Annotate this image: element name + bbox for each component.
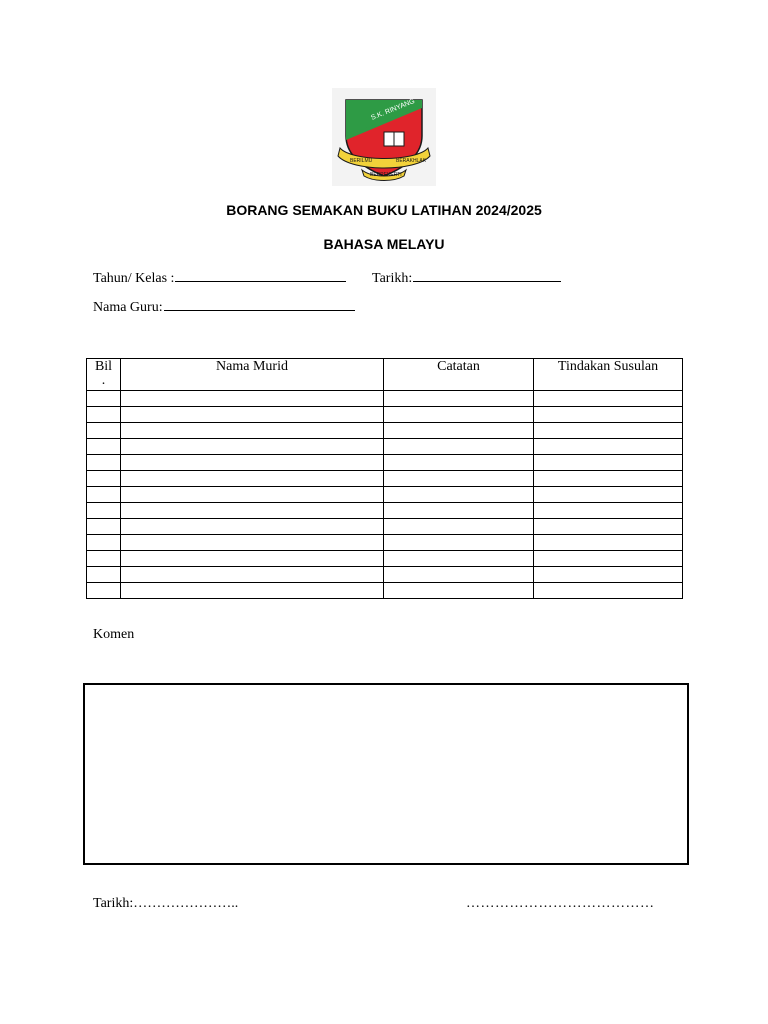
- table-row: [87, 471, 683, 487]
- nama-murid-cell[interactable]: [121, 567, 384, 583]
- table-row: [87, 391, 683, 407]
- bil-cell[interactable]: [87, 535, 121, 551]
- footer-tarikh: Tarikh:…………………..: [93, 896, 239, 911]
- tindakan-susulan-cell[interactable]: [534, 487, 683, 503]
- tindakan-susulan-cell[interactable]: [534, 439, 683, 455]
- bil-cell[interactable]: [87, 391, 121, 407]
- catatan-cell[interactable]: [384, 391, 534, 407]
- tarikh-field[interactable]: [372, 269, 561, 287]
- tindakan-susulan-cell[interactable]: [534, 503, 683, 519]
- bil-cell[interactable]: [87, 487, 121, 503]
- tindakan-susulan-cell[interactable]: [534, 535, 683, 551]
- nama-murid-cell[interactable]: [121, 455, 384, 471]
- bil-cell[interactable]: [87, 423, 121, 439]
- nama-murid-cell[interactable]: [121, 439, 384, 455]
- subject-title: BAHASA MELAYU: [323, 236, 445, 252]
- bil-cell[interactable]: [87, 471, 121, 487]
- table-row: [87, 423, 683, 439]
- header-nama-murid: Nama Murid: [121, 359, 384, 391]
- tindakan-susulan-cell[interactable]: [534, 391, 683, 407]
- catatan-cell[interactable]: [384, 471, 534, 487]
- tahun-kelas-blank[interactable]: [175, 269, 346, 282]
- catatan-cell[interactable]: [384, 519, 534, 535]
- tarikh-blank[interactable]: [413, 269, 561, 282]
- tindakan-susulan-cell[interactable]: [534, 519, 683, 535]
- tindakan-susulan-cell[interactable]: [534, 455, 683, 471]
- table-row: [87, 551, 683, 567]
- nama-murid-cell[interactable]: [121, 487, 384, 503]
- bil-cell[interactable]: [87, 407, 121, 423]
- nama-murid-cell[interactable]: [121, 503, 384, 519]
- bil-cell[interactable]: [87, 551, 121, 567]
- table-header-row: [87, 359, 683, 391]
- tindakan-susulan-cell[interactable]: [534, 407, 683, 423]
- student-table: [86, 358, 683, 599]
- logo-motto-right: BERAKHLAK: [396, 158, 427, 164]
- nama-guru-blank[interactable]: [164, 298, 355, 311]
- komen-label: Komen: [93, 627, 135, 642]
- form-title: BORANG SEMAKAN BUKU LATIHAN 2024/2025: [226, 202, 542, 218]
- catatan-cell[interactable]: [384, 551, 534, 567]
- catatan-cell[interactable]: [384, 439, 534, 455]
- nama-guru-label: Nama Guru:: [93, 300, 163, 315]
- catatan-cell[interactable]: [384, 487, 534, 503]
- header-catatan: Catatan: [384, 359, 534, 391]
- logo-school-name: S.K. RINYANG: [370, 97, 416, 122]
- nama-murid-cell[interactable]: [121, 551, 384, 567]
- bil-cell[interactable]: [87, 503, 121, 519]
- nama-murid-cell[interactable]: [121, 535, 384, 551]
- nama-murid-cell[interactable]: [121, 519, 384, 535]
- nama-murid-cell[interactable]: [121, 423, 384, 439]
- nama-murid-cell[interactable]: [121, 407, 384, 423]
- table-body: [87, 391, 683, 599]
- tarikh-label: Tarikh:: [372, 271, 413, 286]
- signature-line: …………………………………: [466, 896, 655, 911]
- tindakan-susulan-cell[interactable]: [534, 583, 683, 599]
- tahun-kelas-label: Tahun/ Kelas :: [93, 271, 175, 286]
- table-row: [87, 407, 683, 423]
- header-tindakan-susulan: Tindakan Susulan: [534, 359, 683, 391]
- table-row: [87, 567, 683, 583]
- tindakan-susulan-cell[interactable]: [534, 551, 683, 567]
- table-row: [87, 535, 683, 551]
- table-row: [87, 583, 683, 599]
- tindakan-susulan-cell[interactable]: [534, 567, 683, 583]
- tindakan-susulan-cell[interactable]: [534, 423, 683, 439]
- catatan-cell[interactable]: [384, 535, 534, 551]
- nama-murid-cell[interactable]: [121, 471, 384, 487]
- catatan-cell[interactable]: [384, 407, 534, 423]
- bil-cell[interactable]: [87, 583, 121, 599]
- school-logo: [332, 88, 436, 186]
- bil-cell[interactable]: [87, 567, 121, 583]
- nama-murid-cell[interactable]: [121, 391, 384, 407]
- table-row: [87, 503, 683, 519]
- bil-cell[interactable]: [87, 439, 121, 455]
- logo-motto-bottom: BERPEKERTI: [370, 172, 402, 178]
- logo-motto-left: BERILMU: [350, 158, 373, 164]
- catatan-cell[interactable]: [384, 503, 534, 519]
- table-row: [87, 519, 683, 535]
- bil-cell[interactable]: [87, 455, 121, 471]
- nama-murid-cell[interactable]: [121, 583, 384, 599]
- nama-guru-field[interactable]: [93, 298, 355, 316]
- komen-box[interactable]: [83, 683, 689, 865]
- header-bil: Bil .: [87, 359, 121, 391]
- bil-cell[interactable]: [87, 519, 121, 535]
- catatan-cell[interactable]: [384, 423, 534, 439]
- catatan-cell[interactable]: [384, 583, 534, 599]
- catatan-cell[interactable]: [384, 455, 534, 471]
- table-row: [87, 487, 683, 503]
- tindakan-susulan-cell[interactable]: [534, 471, 683, 487]
- table-row: [87, 455, 683, 471]
- tahun-kelas-field[interactable]: [93, 269, 346, 287]
- table-row: [87, 439, 683, 455]
- catatan-cell[interactable]: [384, 567, 534, 583]
